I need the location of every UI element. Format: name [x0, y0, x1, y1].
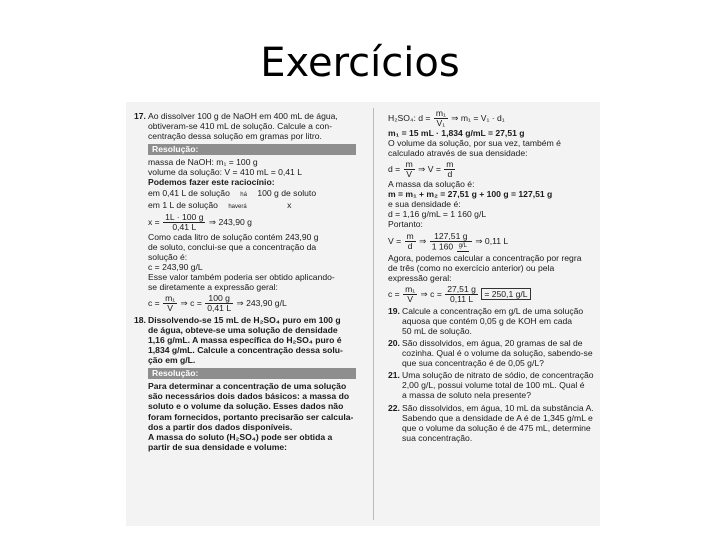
- ratio-text: em 1 L de solução: [148, 199, 218, 210]
- numerator: m: [446, 158, 454, 169]
- text-line: Para determinar a concentração de uma solução: [148, 381, 347, 392]
- fraction: [403, 285, 417, 304]
- denominator: V: [167, 302, 173, 313]
- fraction: [404, 160, 415, 179]
- exercise-text: aquosa que contém 0,05 g de KOH em cada: [402, 315, 573, 326]
- text-line: A massa do soluto (H₂SO₄) pode ser obtida a: [148, 431, 333, 442]
- exercise-text: São dissolvidos, em água, 10 mL da substância A.: [402, 402, 594, 413]
- slide-title: Exercícios: [260, 40, 460, 86]
- formula-v-result: [388, 229, 598, 253]
- exercise-number: 18.: [134, 314, 146, 325]
- exercise-text: centração dessa solução em gramas por litro.: [148, 131, 322, 142]
- text-line: Como cada litro de solução contém 243,90 g: [148, 231, 319, 242]
- formula-text: c =: [148, 297, 160, 308]
- exercise-number: 20.: [388, 338, 400, 349]
- resolution-header: [148, 144, 356, 155]
- denominator: V: [406, 168, 413, 179]
- fraction: [457, 242, 469, 252]
- fraction: [444, 160, 455, 179]
- result-box: = 250,1 g/L: [481, 288, 530, 300]
- scanned-page: [126, 102, 600, 526]
- ratio-row: [148, 188, 356, 200]
- text-line: foram fornecidos, portanto precisarão ser calcula-: [148, 411, 354, 422]
- text-line: d = 1,16 g/mL = 1 160 g/L: [388, 209, 487, 220]
- text-line: O volume da solução, por sua vez, também é: [388, 138, 561, 149]
- exercise-22: [388, 403, 598, 443]
- formula-text: d =: [388, 163, 401, 174]
- exercise-text: que sua concentração é de 0,05 g/L?: [402, 358, 544, 369]
- text-line: de três (como no exercício anterior) ou pela: [388, 263, 555, 274]
- text-line: m₁ = 15 mL · 1,834 g/mL = 27,51 g: [388, 128, 525, 139]
- denominator: 0,41 L: [172, 221, 197, 232]
- left-column: [134, 108, 356, 452]
- fraction: [205, 294, 233, 313]
- exercise-text: Calcule a concentração em g/L de uma solução: [402, 305, 584, 316]
- formula-text: ⇒ 0,11 L: [475, 236, 509, 247]
- numerator: m₁: [435, 108, 446, 119]
- text-line: partir de sua densidade e volume:: [148, 441, 287, 452]
- fraction: [163, 213, 205, 232]
- exercise-text: de água, obteve-se uma solução de densidade: [148, 324, 338, 335]
- exercise-text: Sabendo que a densidade de A é de 1,345 g/mL e: [402, 412, 593, 423]
- formula-density: [388, 108, 598, 128]
- denominator: V: [407, 293, 413, 304]
- formula-text: ⇒ 243,90 g: [208, 216, 252, 227]
- text-line: A massa da solução é:: [388, 178, 475, 189]
- exercise-text: Uma solução de nitrato de sódio, de concentração: [402, 370, 594, 381]
- exercise-text: a massa de soluto nela presente?: [402, 390, 531, 401]
- formula-x: [148, 212, 356, 232]
- exercise-19: [388, 306, 598, 336]
- text-line: de soluto, conclui-se que a concentração da: [148, 242, 317, 253]
- resolution-18: [134, 368, 356, 452]
- exercise-text: 2,00 g/L, possui volume total de 100 mL. Qual é: [402, 380, 585, 391]
- exercise-20: [388, 338, 598, 368]
- text-line: volume da solução: V = 410 mL = 0,41 L: [148, 167, 302, 178]
- exercise-text: São dissolvidos, em água, 20 gramas de sal de: [402, 338, 583, 349]
- exercise-text: Dissolvendo-se 15 mL de H₂SO₄ puro em 100 g: [148, 314, 341, 325]
- right-column: [388, 108, 598, 443]
- text-line: Agora, podemos calcular a concentração por regra: [388, 253, 582, 264]
- exercise-18: [134, 315, 356, 365]
- formula-text: ⇒ m₁ = V₁ · d₁: [451, 113, 505, 123]
- numerator: m: [405, 158, 413, 169]
- text-line: expressão geral:: [388, 273, 452, 284]
- text-line: Esse valor também poderia ser obtido aplicando-: [148, 272, 335, 283]
- text-line: Podemos fazer este raciocínio:: [148, 177, 275, 188]
- fraction: [405, 232, 416, 251]
- exercise-text: cozinha. Qual é o volume da solução, sabendo-se: [402, 348, 593, 359]
- denominator-part: 1 160: [431, 241, 454, 252]
- exercise-number: 21.: [388, 370, 400, 381]
- exercise-text: Ao dissolver 100 g de NaOH em 400 mL de água,: [148, 111, 338, 121]
- formula-volume: [388, 159, 598, 179]
- resolution-label: Resolução:: [152, 368, 199, 379]
- exercise-text: 50 mL de solução.: [402, 325, 472, 336]
- resolution-header: [148, 368, 356, 379]
- formula-text: ⇒ c =: [420, 288, 442, 299]
- formula-c: [148, 293, 356, 313]
- numerator: m₁: [165, 292, 176, 303]
- formula-text: c =: [388, 288, 400, 299]
- fraction: [430, 232, 472, 252]
- ratio-text: haverá: [228, 203, 247, 210]
- text-line: dos a partir dos dados disponíveis.: [148, 421, 293, 432]
- numerator: m: [406, 231, 414, 242]
- formula-c-result: [388, 284, 598, 304]
- formula-text: ⇒ V =: [418, 163, 441, 174]
- text-line: calculado através de sua densidade:: [388, 148, 528, 159]
- denominator: V₁: [436, 118, 446, 129]
- exercise-number: 22.: [388, 402, 400, 413]
- exercise-number: 17.: [134, 111, 146, 121]
- numerator: 127,51 g: [430, 232, 472, 242]
- ratio-row: [148, 200, 356, 212]
- exercise-number: 19.: [388, 305, 400, 316]
- exercise-text: que o volume da solução é de 475 mL, determine: [402, 422, 591, 433]
- text-line: soluto e o volume da solução. Esses dados não: [148, 401, 344, 412]
- exercise-21: [388, 370, 598, 400]
- text-line: e sua densidade é:: [388, 198, 461, 209]
- exercise-text: sua concentração.: [402, 432, 473, 443]
- resolution-label: Resolução:: [152, 144, 199, 155]
- numerator: 27,51 g: [447, 283, 476, 294]
- fraction: [445, 285, 478, 304]
- fraction: [434, 109, 448, 128]
- formula-text: V =: [388, 236, 402, 247]
- denominator: 0,41 L: [207, 302, 232, 313]
- ratio-text: 100 g de soluto: [257, 187, 317, 198]
- numerator: 1L · 100 g: [165, 211, 204, 222]
- text-line: Portanto:: [388, 219, 423, 230]
- formula-text: ⇒: [419, 236, 427, 247]
- unit-numerator: g/L: [457, 242, 469, 252]
- text-line: c = 243,90 g/L: [148, 262, 203, 273]
- text-line: massa de NaOH: m₁ = 100 g: [148, 157, 258, 168]
- text-line: m = m₁ + m₂ = 27,51 g + 100 g = 127,51 g: [388, 188, 553, 199]
- resolution-17: [134, 144, 356, 313]
- denominator: d: [447, 168, 453, 179]
- formula-text: x =: [148, 216, 160, 227]
- numerator: 100 g: [205, 294, 233, 304]
- ratio-text: x: [287, 199, 292, 210]
- formula-text: ⇒ 243,90 g/L: [236, 297, 287, 308]
- column-divider: [373, 108, 374, 520]
- denominator: [430, 242, 472, 252]
- formula-text: H₂SO₄: d =: [388, 113, 431, 123]
- exercise-17: [134, 111, 356, 141]
- exercise-text: ção em g/L.: [148, 355, 196, 366]
- exercise-text: 1,16 g/mL. A massa específica do H₂SO₄ puro é: [148, 334, 342, 345]
- ratio-text: há: [240, 191, 247, 198]
- text-line: são necessários dois dados básicos: a massa do: [148, 391, 350, 402]
- text-line: se diretamente a expressão geral:: [148, 282, 278, 293]
- formula-text: ⇒ c =: [180, 297, 202, 308]
- fraction: [163, 294, 177, 313]
- text-line: solução é:: [148, 252, 188, 263]
- numerator: m₁: [405, 283, 416, 294]
- ratio-text: em 0,41 L de solução: [148, 187, 230, 198]
- exercise-text: 1,834 g/mL. Calcule a concentração dessa solu-: [148, 345, 343, 356]
- denominator: d: [407, 241, 413, 252]
- denominator: 0,11 L: [449, 293, 474, 304]
- exercise-text: obtiveram-se 410 mL de solução. Calcule a con-: [148, 121, 333, 132]
